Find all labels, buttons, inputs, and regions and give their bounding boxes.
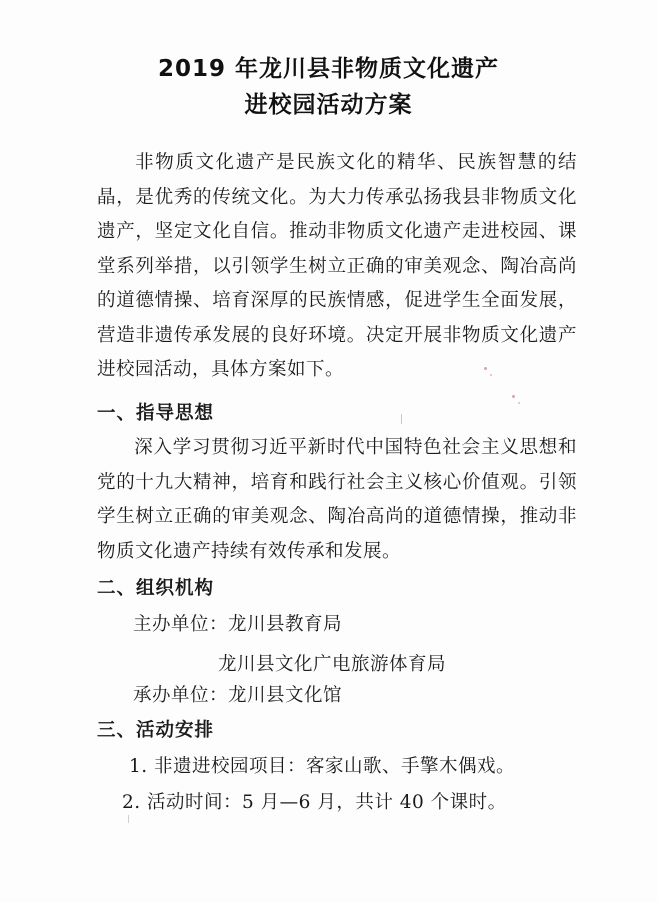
intro-text: 非物质文化遗产是民族文化的精华、民族智慧的结晶，是优秀的传统文化。为大力传承弘扬我县非物质文化遗产，坚定文化自信。推动非物质文化遗产走进校园、课堂系列举措，以引领学生树立正确的审美观念、陶冶高尚的道德情操、培育深厚的民族情感，促进学生全面发展，营造非遗传承发展的良好环境。决定开展非物质文化遗产进校园活动，具体方案如下。: [97, 152, 577, 380]
section-1-heading: 一、指导思想: [97, 403, 215, 424]
document-title-line-2: 进校园活动方案: [244, 92, 413, 118]
scan-speck: [490, 374, 492, 376]
organizer-unit-label: 承办单位：: [133, 685, 229, 706]
intro-paragraph: [97, 146, 577, 388]
activity-item-2: 2. 活动时间：5 月—6 月，共计 40 个课时。: [122, 792, 507, 813]
host-unit-row: [133, 610, 342, 636]
host-unit-1: 龙川县教育局: [228, 614, 343, 635]
section-2-heading: 二、组织机构: [97, 578, 215, 599]
scan-speck: [401, 414, 402, 424]
organizer-unit: 龙川县文化馆: [228, 685, 343, 706]
scan-speck: [512, 395, 515, 398]
section-1-text: 深入学习贯彻习近平新时代中国特色社会主义思想和党的十九大精神，培育和践行社会主义核心价值观。引领学生树立正确的审美观念、陶冶高尚的道德情操，推动非物质文化遗产持续有效传承和发展。: [97, 437, 577, 562]
section-3-heading: 三、活动安排: [97, 720, 215, 741]
document-title-line-1: 2019 年龙川县非物质文化遗产: [157, 56, 500, 82]
section-1-paragraph: [97, 431, 577, 569]
activity-item-1: 1. 非遗进校园项目：客家山歌、手擎木偶戏。: [129, 756, 516, 777]
organizer-unit-row: [133, 681, 342, 707]
scan-speck: [484, 367, 487, 370]
scan-speck: [518, 402, 520, 404]
host-unit-2: 龙川县文化广电旅游体育局: [218, 654, 447, 675]
scan-speck: [128, 815, 129, 823]
host-unit-label: 主办单位：: [133, 614, 229, 635]
